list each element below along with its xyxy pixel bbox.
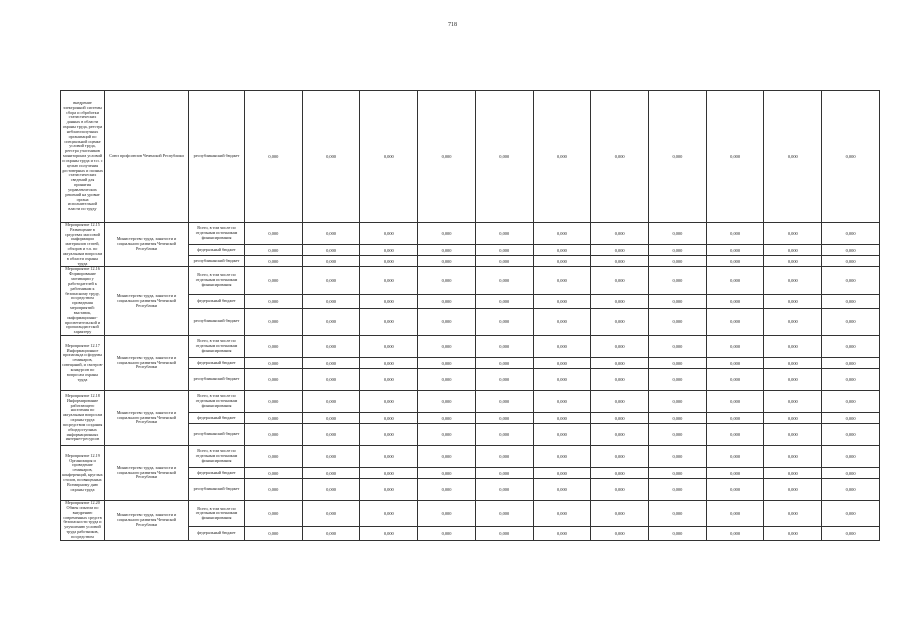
measure-title: внедрение электронной системы сбора и обработки статистических данных в области охраны труда, реестра неблагополучных организаций по специальной оценке условий труда, реестра участников мониторинга условий и охраны труда и т.п. с целью получения достоверных и полных статистических сведений для принятия управленческих решений на уровне органа исполнительной власти по труду [61,91,105,223]
value-cell: 0,000 [706,256,764,267]
value-cell: 0,000 [360,413,418,424]
value-cell: 0,000 [649,413,707,424]
value-cell: 0,000 [649,501,707,527]
value-cell: 0,000 [475,308,533,335]
funding-source: республиканский бюджет [189,308,245,335]
value-cell: 0,000 [822,369,880,391]
table-row [61,223,880,245]
value-cell: 0,000 [245,527,303,540]
funding-source: республиканский бюджет [189,256,245,267]
value-cell: 0,000 [302,446,360,468]
value-cell: 0,000 [533,391,591,413]
value-cell: 0,000 [418,267,476,294]
value-cell: 0,000 [533,294,591,308]
value-cell: 0,000 [360,256,418,267]
value-cell: 0,000 [764,256,822,267]
value-cell: 0,000 [245,358,303,369]
value-cell: 0,000 [706,267,764,294]
table-row [61,391,880,413]
value-cell: 0,000 [649,223,707,245]
value-cell: 0,000 [591,91,649,223]
value-cell: 0,000 [649,479,707,501]
value-cell: 0,000 [591,267,649,294]
value-cell: 0,000 [418,501,476,527]
value-cell: 0,000 [706,501,764,527]
value-cell: 0,000 [764,91,822,223]
value-cell: 0,000 [591,391,649,413]
value-cell: 0,000 [706,369,764,391]
value-cell: 0,000 [475,468,533,479]
value-cell: 0,000 [822,294,880,308]
funding-source: Всего, в том числе по отдельным источникам финансирования [189,267,245,294]
value-cell: 0,000 [649,336,707,358]
value-cell: 0,000 [302,358,360,369]
value-cell: 0,000 [649,308,707,335]
value-cell: 0,000 [302,479,360,501]
executor: Министерство труда, занятости и социального развития Чеченской Республики [105,391,189,446]
value-cell: 0,000 [706,527,764,540]
value-cell: 0,000 [360,294,418,308]
value-cell: 0,000 [245,223,303,245]
value-cell: 0,000 [245,424,303,446]
funding-source: федеральный бюджет [189,294,245,308]
funding-source: Всего, в том числе по отдельным источникам финансирования [189,446,245,468]
value-cell: 0,000 [302,468,360,479]
value-cell: 0,000 [533,245,591,256]
value-cell: 0,000 [360,501,418,527]
value-cell: 0,000 [591,223,649,245]
table-row [61,336,880,358]
value-cell: 0,000 [591,358,649,369]
value-cell: 0,000 [245,245,303,256]
funding-source: Всего, в том числе по отдельным источникам финансирования [189,223,245,245]
value-cell: 0,000 [706,468,764,479]
executor: Министерство труда, занятости и социального развития Чеченской Республики [105,336,189,391]
value-cell: 0,000 [418,413,476,424]
value-cell: 0,000 [360,424,418,446]
value-cell: 0,000 [764,223,822,245]
funding-source: республиканский бюджет [189,91,245,223]
value-cell: 0,000 [360,527,418,540]
table-row [61,267,880,294]
measure-title: Мероприятие 12.18 Информирование работающего населения по актуальным вопросам охраны труда посредством создания общедоступных информационных интернет-ресурсов [61,391,105,446]
value-cell: 0,000 [591,468,649,479]
value-cell: 0,000 [764,294,822,308]
value-cell: 0,000 [591,308,649,335]
value-cell: 0,000 [475,413,533,424]
value-cell: 0,000 [245,256,303,267]
value-cell: 0,000 [764,369,822,391]
value-cell: 0,000 [706,479,764,501]
value-cell: 0,000 [822,358,880,369]
value-cell: 0,000 [302,369,360,391]
value-cell: 0,000 [822,391,880,413]
value-cell: 0,000 [706,308,764,335]
value-cell: 0,000 [764,245,822,256]
value-cell: 0,000 [822,479,880,501]
value-cell: 0,000 [591,336,649,358]
value-cell: 0,000 [649,391,707,413]
value-cell: 0,000 [764,446,822,468]
funding-source: Всего, в том числе по отдельным источникам финансирования [189,336,245,358]
value-cell: 0,000 [533,308,591,335]
funding-source: республиканский бюджет [189,479,245,501]
value-cell: 0,000 [706,446,764,468]
value-cell: 0,000 [706,358,764,369]
value-cell: 0,000 [302,336,360,358]
value-cell: 0,000 [302,223,360,245]
value-cell: 0,000 [360,336,418,358]
value-cell: 0,000 [591,446,649,468]
value-cell: 0,000 [360,479,418,501]
value-cell: 0,000 [302,413,360,424]
value-cell: 0,000 [822,424,880,446]
value-cell: 0,000 [418,527,476,540]
value-cell: 0,000 [822,501,880,527]
value-cell: 0,000 [245,479,303,501]
value-cell: 0,000 [418,91,476,223]
value-cell: 0,000 [533,223,591,245]
table-row [61,446,880,468]
value-cell: 0,000 [533,501,591,527]
funding-source: федеральный бюджет [189,413,245,424]
measure-title: Мероприятие 12.16 Формирование мотивации у работодателей к работникам к безопасному труду, посредством проведения мероприятий: выставок, информационно-просветительской и пропагандистской характеру [61,267,105,336]
value-cell: 0,000 [245,468,303,479]
value-cell: 0,000 [418,479,476,501]
value-cell: 0,000 [302,527,360,540]
budget-table [60,90,880,541]
value-cell: 0,000 [649,294,707,308]
value-cell: 0,000 [475,479,533,501]
value-cell: 0,000 [360,91,418,223]
value-cell: 0,000 [533,413,591,424]
value-cell: 0,000 [302,424,360,446]
funding-source: республиканский бюджет [189,424,245,446]
value-cell: 0,000 [649,245,707,256]
value-cell: 0,000 [418,223,476,245]
value-cell: 0,000 [591,479,649,501]
value-cell: 0,000 [360,308,418,335]
value-cell: 0,000 [475,294,533,308]
value-cell: 0,000 [475,527,533,540]
table-row [61,91,880,223]
value-cell: 0,000 [533,91,591,223]
value-cell: 0,000 [764,358,822,369]
value-cell: 0,000 [706,223,764,245]
value-cell: 0,000 [475,267,533,294]
value-cell: 0,000 [706,391,764,413]
value-cell: 0,000 [764,336,822,358]
value-cell: 0,000 [764,413,822,424]
value-cell: 0,000 [418,391,476,413]
value-cell: 0,000 [302,245,360,256]
value-cell: 0,000 [649,256,707,267]
value-cell: 0,000 [475,245,533,256]
value-cell: 0,000 [360,358,418,369]
value-cell: 0,000 [475,446,533,468]
value-cell: 0,000 [822,446,880,468]
value-cell: 0,000 [706,91,764,223]
value-cell: 0,000 [418,256,476,267]
value-cell: 0,000 [302,391,360,413]
funding-source: Всего, в том числе по отдельным источникам финансирования [189,391,245,413]
value-cell: 0,000 [418,336,476,358]
funding-source: федеральный бюджет [189,468,245,479]
value-cell: 0,000 [245,501,303,527]
value-cell: 0,000 [764,391,822,413]
value-cell: 0,000 [822,413,880,424]
table-body [61,91,880,541]
value-cell: 0,000 [475,358,533,369]
value-cell: 0,000 [533,479,591,501]
value-cell: 0,000 [591,294,649,308]
value-cell: 0,000 [302,267,360,294]
value-cell: 0,000 [822,245,880,256]
executor: Министерство труда, занятости и социального развития Чеченской Республики [105,446,189,501]
value-cell: 0,000 [533,527,591,540]
value-cell: 0,000 [418,424,476,446]
value-cell: 0,000 [475,501,533,527]
value-cell: 0,000 [245,369,303,391]
value-cell: 0,000 [591,501,649,527]
value-cell: 0,000 [245,308,303,335]
value-cell: 0,000 [360,267,418,294]
value-cell: 0,000 [302,91,360,223]
value-cell: 0,000 [245,294,303,308]
value-cell: 0,000 [475,91,533,223]
value-cell: 0,000 [475,391,533,413]
value-cell: 0,000 [533,267,591,294]
value-cell: 0,000 [245,336,303,358]
value-cell: 0,000 [649,358,707,369]
value-cell: 0,000 [475,223,533,245]
measure-title: Мероприятие 12.20 Обмен опытом по внедрению современных средств безопасности труда и улучшению условий труда работников, посредством [61,501,105,541]
value-cell: 0,000 [591,527,649,540]
value-cell: 0,000 [475,369,533,391]
value-cell: 0,000 [245,91,303,223]
value-cell: 0,000 [649,267,707,294]
value-cell: 0,000 [533,256,591,267]
measure-title: Мероприятие 12.17 Информационное пропаганда и форумы семинаров, совещаний, и смотров-конкурсов по вопросам охраны труда [61,336,105,391]
value-cell: 0,000 [245,413,303,424]
value-cell: 0,000 [475,256,533,267]
value-cell: 0,000 [822,256,880,267]
value-cell: 0,000 [764,424,822,446]
executor: Министерство труда, занятости и социального развития Чеченской Республики [105,267,189,336]
value-cell: 0,000 [591,413,649,424]
value-cell: 0,000 [360,245,418,256]
value-cell: 0,000 [533,468,591,479]
page-number: 718 [448,22,457,28]
value-cell: 0,000 [245,391,303,413]
executor: Министерство труда, занятости и социального развития Чеченской Республики [105,223,189,267]
value-cell: 0,000 [706,294,764,308]
funding-source: республиканский бюджет [189,369,245,391]
value-cell: 0,000 [764,501,822,527]
table-row [61,501,880,527]
funding-source: федеральный бюджет [189,358,245,369]
value-cell: 0,000 [533,424,591,446]
value-cell: 0,000 [822,468,880,479]
value-cell: 0,000 [418,468,476,479]
executor: Союз профсоюзов Чеченской Республики [105,91,189,223]
measure-title: Мероприятие 12.15 Размещение в средствах массовой информации материалов статей, обзоров и т.п. по актуальным вопросам в области охраны труда [61,223,105,267]
value-cell: 0,000 [418,358,476,369]
value-cell: 0,000 [764,267,822,294]
value-cell: 0,000 [533,369,591,391]
value-cell: 0,000 [360,391,418,413]
value-cell: 0,000 [418,245,476,256]
value-cell: 0,000 [764,308,822,335]
value-cell: 0,000 [302,294,360,308]
value-cell: 0,000 [591,369,649,391]
value-cell: 0,000 [418,446,476,468]
value-cell: 0,000 [591,256,649,267]
value-cell: 0,000 [302,256,360,267]
value-cell: 0,000 [360,468,418,479]
value-cell: 0,000 [706,413,764,424]
value-cell: 0,000 [418,369,476,391]
value-cell: 0,000 [822,336,880,358]
value-cell: 0,000 [822,527,880,540]
value-cell: 0,000 [591,245,649,256]
value-cell: 0,000 [418,294,476,308]
value-cell: 0,000 [302,308,360,335]
value-cell: 0,000 [245,267,303,294]
value-cell: 0,000 [475,336,533,358]
value-cell: 0,000 [649,91,707,223]
executor: Министерство труда, занятости и социального развития Чеченской Республики [105,501,189,541]
value-cell: 0,000 [533,446,591,468]
value-cell: 0,000 [533,358,591,369]
value-cell: 0,000 [649,446,707,468]
value-cell: 0,000 [418,308,476,335]
value-cell: 0,000 [360,223,418,245]
value-cell: 0,000 [533,336,591,358]
value-cell: 0,000 [649,369,707,391]
funding-source: федеральный бюджет [189,245,245,256]
value-cell: 0,000 [475,424,533,446]
value-cell: 0,000 [649,468,707,479]
value-cell: 0,000 [245,446,303,468]
value-cell: 0,000 [302,501,360,527]
value-cell: 0,000 [822,267,880,294]
value-cell: 0,000 [764,468,822,479]
value-cell: 0,000 [649,527,707,540]
value-cell: 0,000 [706,245,764,256]
value-cell: 0,000 [764,527,822,540]
value-cell: 0,000 [822,91,880,223]
value-cell: 0,000 [822,308,880,335]
measure-title: Мероприятие 12.19 Организация и проведение семинаров, конференций, круглых столов, посвященных Всемирному дню охраны труда [61,446,105,501]
value-cell: 0,000 [822,223,880,245]
value-cell: 0,000 [706,424,764,446]
funding-source: Всего, в том числе по отдельным источникам финансирования [189,501,245,527]
value-cell: 0,000 [649,424,707,446]
value-cell: 0,000 [706,336,764,358]
value-cell: 0,000 [360,369,418,391]
funding-source: федеральный бюджет [189,527,245,540]
value-cell: 0,000 [360,446,418,468]
value-cell: 0,000 [591,424,649,446]
value-cell: 0,000 [764,479,822,501]
